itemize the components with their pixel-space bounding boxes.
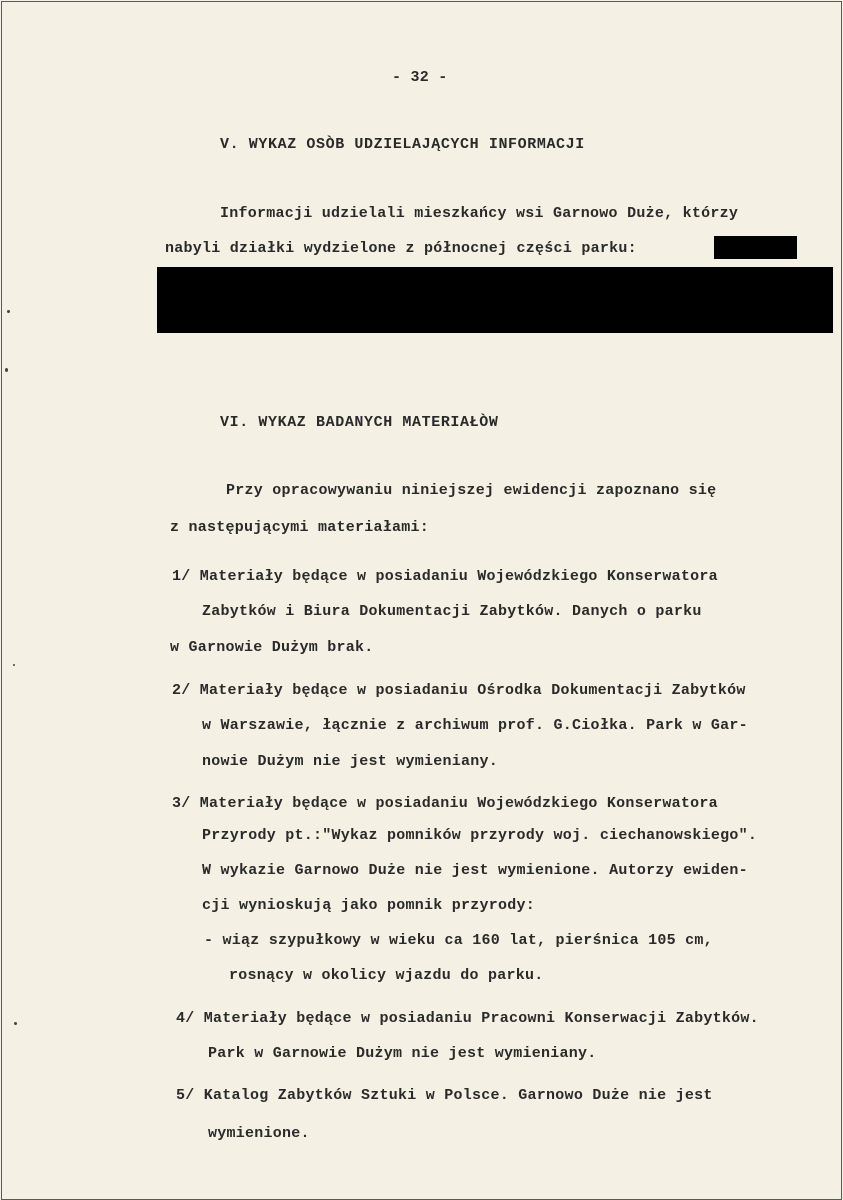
scan-speck [13,664,15,666]
item-3-line-3: W wykazie Garnowo Duże nie jest wymienione. Autorzy ewiden- [202,862,748,879]
section-vi-intro-line-1: Przy opracowywaniu niniejszej ewidencji zapoznano się [226,482,717,499]
item-3-line-6: rosnący w okolicy wjazdu do parku. [229,967,544,984]
item-3-line-5: - wiąz szypułkowy w wieku ca 160 lat, pierśnica 105 cm, [204,932,713,949]
item-1-line-1: 1/ Materiały będące w posiadaniu Wojewódzkiego Konserwatora [172,568,718,585]
section-v-line-2: nabyli działki wydzielone z północnej części parku: [165,240,637,257]
item-2-line-2: w Warszawie, łącznie z archiwum prof. G.Ciołka. Park w Gar- [202,717,748,734]
item-4-line-1: 4/ Materiały będące w posiadaniu Pracowni Konserwacji Zabytków. [176,1010,759,1027]
item-1-line-3: w Garnowie Dużym brak. [170,639,374,656]
scan-speck [7,310,10,313]
page-number: - 32 - [392,69,448,86]
item-3-line-4: cji wynioskują jako pomnik przyrody: [202,897,536,914]
item-1-line-2: Zabytków i Biura Dokumentacji Zabytków. Danych o parku [202,603,702,620]
item-5-line-2: wymienione. [208,1125,310,1142]
redaction-inline [714,236,797,259]
section-vi-intro-line-2: z następującymi materiałami: [170,519,430,536]
scan-speck [14,1022,17,1025]
item-5-line-1: 5/ Katalog Zabytków Sztuki w Polsce. Garnowo Duże nie jest [176,1087,713,1104]
redaction-block [157,267,833,333]
scan-speck [5,368,8,372]
item-2-line-3: nowie Dużym nie jest wymieniany. [202,753,499,770]
item-3-line-2: Przyrody pt.:"Wykaz pomników przyrody woj. ciechanowskiego". [202,827,758,844]
section-v-line-1: Informacji udzielali mieszkańcy wsi Garnowo Duże, którzy [220,205,739,222]
item-3-line-1: 3/ Materiały będące w posiadaniu Wojewódzkiego Konserwatora [172,795,718,812]
item-2-line-1: 2/ Materiały będące w posiadaniu Ośrodka Dokumentacji Zabytków [172,682,746,699]
section-vi-heading: VI. WYKAZ BADANYCH MATERIAŁÒW [220,414,499,431]
item-4-line-2: Park w Garnowie Dużym nie jest wymieniany. [208,1045,597,1062]
section-v-heading: V. WYKAZ OSÒB UDZIELAJĄCYCH INFORMACJI [220,136,585,153]
